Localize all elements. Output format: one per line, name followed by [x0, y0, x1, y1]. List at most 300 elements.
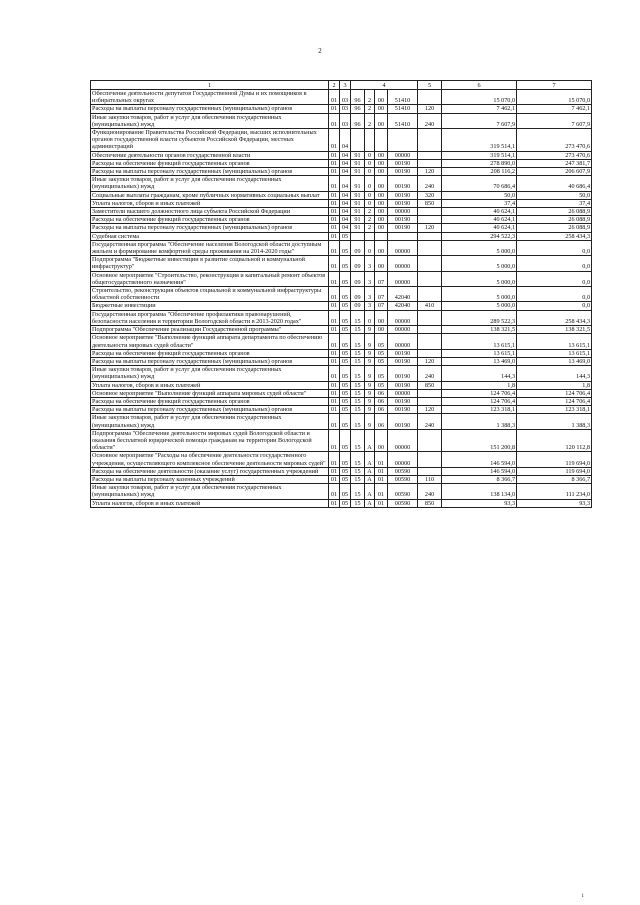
cell-c6: 146 594,0	[442, 467, 517, 475]
cell-c3: 05	[340, 287, 351, 302]
cell-p1: 91	[351, 224, 365, 232]
cell-c6: 319 514,1	[442, 129, 517, 152]
cell-p4	[388, 129, 418, 152]
cell-p1: 15	[351, 349, 365, 357]
cell-c3: 05	[340, 467, 351, 475]
cell-c5: 120	[418, 224, 442, 232]
cell-c6: 50,0	[442, 191, 517, 199]
table-row	[91, 414, 592, 429]
cell-c6: 37,4	[442, 199, 517, 207]
cell-c6: 144,3	[442, 366, 517, 381]
cell-p3: 00	[375, 199, 388, 207]
cell-p2: 2	[365, 224, 375, 232]
table-row	[91, 113, 592, 128]
cell-c5	[418, 256, 442, 271]
table-row	[91, 302, 592, 310]
cell-c5: 120	[418, 406, 442, 414]
header-cell: 5	[418, 81, 442, 90]
table-row	[91, 232, 592, 240]
cell-p2	[365, 232, 375, 240]
cell-p1: 15	[351, 406, 365, 414]
cell-name: Основное мероприятие "Выполнение функций аппарата департамента по обеспечению деятельности мировых судей области"	[91, 334, 329, 349]
cell-p2: 3	[365, 302, 375, 310]
cell-c7: 138 321,5	[517, 326, 592, 334]
cell-c6: 278 890,0	[442, 159, 517, 167]
cell-c6: 7 462,1	[442, 105, 517, 113]
cell-p3: 00	[375, 240, 388, 255]
table-row	[91, 105, 592, 113]
cell-c5: 850	[418, 499, 442, 507]
cell-c3: 04	[340, 159, 351, 167]
cell-c3: 05	[340, 397, 351, 405]
cell-c6: 124 706,4	[442, 397, 517, 405]
cell-c6: 40 624,1	[442, 216, 517, 224]
cell-name: Иные закупки товаров, работ и услуг для обеспечения государственных (муниципальных) нужд	[91, 484, 329, 499]
cell-c3: 05	[340, 452, 351, 467]
cell-p2: 9	[365, 406, 375, 414]
cell-c2: 01	[329, 176, 340, 191]
cell-c3: 04	[340, 199, 351, 207]
cell-name: Иные закупки товаров, работ и услуг для обеспечения государственных (муниципальных) нужд	[91, 176, 329, 191]
cell-c6: 8 366,7	[442, 475, 517, 483]
cell-name: Основное мероприятие "Выполнение функций аппарата мировых судей области"	[91, 389, 329, 397]
cell-c2: 01	[329, 334, 340, 349]
cell-c6: 124 706,4	[442, 389, 517, 397]
cell-c3: 05	[340, 381, 351, 389]
cell-c6: 151 200,8	[442, 429, 517, 452]
cell-c5: 120	[418, 357, 442, 365]
cell-p3: 00	[375, 176, 388, 191]
cell-p2: 9	[365, 381, 375, 389]
cell-p4: 00190	[388, 168, 418, 176]
cell-p1: 15	[351, 366, 365, 381]
cell-c5: 410	[418, 302, 442, 310]
cell-c5: 240	[418, 366, 442, 381]
cell-p4: 00000	[388, 429, 418, 452]
cell-c5	[418, 429, 442, 452]
cell-c7: 1 388,3	[517, 414, 592, 429]
cell-p3: 01	[375, 484, 388, 499]
table-row	[91, 499, 592, 507]
corner-mark: 1	[581, 894, 584, 899]
cell-c7: 15 070,0	[517, 90, 592, 105]
cell-c5	[418, 334, 442, 349]
cell-p4: 51410	[388, 113, 418, 128]
cell-c7: 119 694,0	[517, 467, 592, 475]
cell-c5: 240	[418, 484, 442, 499]
cell-c7: 258 434,3	[517, 310, 592, 325]
cell-p1: 91	[351, 216, 365, 224]
table-row	[91, 240, 592, 255]
cell-name: Подпрограмма "Обеспечение деятельности мировых судей Вологодской области и оказания бесплатной юридической помощи гражданам на территории Вологодской области"	[91, 429, 329, 452]
cell-c3: 03	[340, 113, 351, 128]
cell-p3: 01	[375, 452, 388, 467]
cell-c5: 240	[418, 176, 442, 191]
cell-c2: 01	[329, 414, 340, 429]
cell-c5: 240	[418, 414, 442, 429]
cell-p3: 00	[375, 191, 388, 199]
cell-p4: 00590	[388, 475, 418, 483]
cell-p4: 00190	[388, 357, 418, 365]
cell-p2: 9	[365, 326, 375, 334]
cell-c3: 04	[340, 168, 351, 176]
cell-name: Уплата налогов, сборов и иных платежей	[91, 499, 329, 507]
cell-p2: 9	[365, 349, 375, 357]
cell-p2: А	[365, 429, 375, 452]
cell-c6: 93,3	[442, 499, 517, 507]
cell-p2: 0	[365, 199, 375, 207]
cell-name: Расходы на обеспечение функций государственных органов	[91, 349, 329, 357]
table-row	[91, 256, 592, 271]
table-row	[91, 271, 592, 286]
cell-c2: 01	[329, 475, 340, 483]
cell-p3: 00	[375, 159, 388, 167]
cell-p4: 00000	[388, 271, 418, 286]
table-row	[91, 349, 592, 357]
cell-c6: 5 000,0	[442, 287, 517, 302]
cell-p2: 0	[365, 168, 375, 176]
cell-p2: 0	[365, 240, 375, 255]
cell-c2: 01	[329, 113, 340, 128]
cell-c7: 273 470,6	[517, 129, 592, 152]
cell-c5: 850	[418, 381, 442, 389]
cell-p2: 9	[365, 366, 375, 381]
cell-c3: 05	[340, 366, 351, 381]
cell-c7: 13 469,0	[517, 357, 592, 365]
cell-c7: 0,0	[517, 271, 592, 286]
cell-p3: 06	[375, 397, 388, 405]
cell-p4: 00190	[388, 406, 418, 414]
cell-c3: 05	[340, 475, 351, 483]
cell-p4: 00190	[388, 224, 418, 232]
cell-c7: 247 381,7	[517, 159, 592, 167]
cell-p2: 2	[365, 216, 375, 224]
table-row	[91, 216, 592, 224]
table-row	[91, 310, 592, 325]
cell-c7: 120 112,8	[517, 429, 592, 452]
cell-p2: 9	[365, 334, 375, 349]
cell-p2: 2	[365, 105, 375, 113]
cell-c6: 5 000,0	[442, 240, 517, 255]
cell-p3: 00	[375, 113, 388, 128]
cell-p1	[351, 129, 365, 152]
cell-p4: 51410	[388, 90, 418, 105]
cell-c5	[418, 240, 442, 255]
table-row	[91, 129, 592, 152]
cell-c2: 01	[329, 484, 340, 499]
cell-c5	[418, 467, 442, 475]
cell-c2: 01	[329, 256, 340, 271]
cell-p4: 00190	[388, 381, 418, 389]
cell-c5: 120	[418, 168, 442, 176]
cell-p3	[375, 232, 388, 240]
cell-p1	[351, 232, 365, 240]
cell-c2: 01	[329, 224, 340, 232]
cell-c5	[418, 397, 442, 405]
cell-p2: А	[365, 499, 375, 507]
cell-p4: 00000	[388, 310, 418, 325]
cell-c2: 01	[329, 452, 340, 467]
table-row	[91, 287, 592, 302]
cell-p3: 00	[375, 151, 388, 159]
cell-c7: 0,0	[517, 256, 592, 271]
cell-p1: 15	[351, 389, 365, 397]
cell-p4: 00000	[388, 326, 418, 334]
cell-p1: 15	[351, 381, 365, 389]
cell-p1: 09	[351, 287, 365, 302]
cell-c3: 05	[340, 349, 351, 357]
cell-p4: 00000	[388, 256, 418, 271]
cell-c3: 05	[340, 240, 351, 255]
cell-p3: 00	[375, 105, 388, 113]
cell-c2: 01	[329, 159, 340, 167]
cell-p1: 09	[351, 271, 365, 286]
cell-name: Государственная программа "Обеспечение профилактики правонарушений, безопасности населения и территории Вологодской области в 2013-2020 годах"	[91, 310, 329, 325]
cell-c7: 206 607,9	[517, 168, 592, 176]
cell-p3: 00	[375, 326, 388, 334]
cell-p1: 15	[351, 452, 365, 467]
cell-p3: 01	[375, 475, 388, 483]
table-row	[91, 326, 592, 334]
cell-p1: 91	[351, 159, 365, 167]
cell-c5	[418, 151, 442, 159]
cell-p1: 91	[351, 151, 365, 159]
cell-c5	[418, 216, 442, 224]
budget-table	[90, 80, 592, 508]
cell-c3: 05	[340, 232, 351, 240]
cell-c5	[418, 90, 442, 105]
cell-p4: 00590	[388, 484, 418, 499]
cell-c3: 05	[340, 414, 351, 429]
cell-c6: 1,8	[442, 381, 517, 389]
cell-p1: 91	[351, 176, 365, 191]
cell-c5	[418, 232, 442, 240]
cell-c2: 01	[329, 381, 340, 389]
cell-name: Уплата налогов, сборов и иных платежей	[91, 199, 329, 207]
cell-p2: 2	[365, 208, 375, 216]
cell-c6: 15 070,0	[442, 90, 517, 105]
cell-p2: 2	[365, 90, 375, 105]
cell-c6: 319 514,1	[442, 151, 517, 159]
cell-p3: 01	[375, 499, 388, 507]
cell-c5: 120	[418, 105, 442, 113]
cell-c5	[418, 389, 442, 397]
cell-c7: 0,0	[517, 302, 592, 310]
cell-c2: 01	[329, 366, 340, 381]
cell-c7: 123 318,1	[517, 406, 592, 414]
cell-c5	[418, 271, 442, 286]
cell-p3: 07	[375, 271, 388, 286]
cell-name: Расходы на выплаты персоналу государственных (муниципальных) органов	[91, 357, 329, 365]
cell-p3: 00	[375, 90, 388, 105]
cell-c5	[418, 452, 442, 467]
cell-c2: 01	[329, 357, 340, 365]
header-cell: 4	[351, 81, 418, 90]
cell-name: Расходы на обеспечение деятельности (оказание услуг) государственных учреждений	[91, 467, 329, 475]
cell-p4	[388, 232, 418, 240]
cell-c6: 40 624,1	[442, 208, 517, 216]
cell-name: Строительство, реконструкция объектов социальной и коммунальной инфраструктуры областной собственности	[91, 287, 329, 302]
cell-p3: 00	[375, 168, 388, 176]
cell-c7: 13 615,1	[517, 334, 592, 349]
cell-c2: 01	[329, 302, 340, 310]
table-row	[91, 159, 592, 167]
cell-c2: 01	[329, 208, 340, 216]
cell-c2: 01	[329, 271, 340, 286]
cell-c7: 50,0	[517, 191, 592, 199]
cell-c2: 01	[329, 216, 340, 224]
cell-p1: 91	[351, 191, 365, 199]
cell-c2: 01	[329, 129, 340, 152]
cell-p1: 15	[351, 499, 365, 507]
cell-c6: 1 388,3	[442, 414, 517, 429]
cell-name: Расходы на обеспечение функций государственных органов	[91, 397, 329, 405]
cell-c3: 05	[340, 326, 351, 334]
table-row	[91, 467, 592, 475]
table-row	[91, 208, 592, 216]
cell-c6: 5 000,0	[442, 271, 517, 286]
cell-c7: 8 366,7	[517, 475, 592, 483]
cell-c6: 123 318,1	[442, 406, 517, 414]
cell-c7: 0,0	[517, 287, 592, 302]
cell-c3: 03	[340, 90, 351, 105]
cell-c2: 01	[329, 389, 340, 397]
cell-p4: 00590	[388, 467, 418, 475]
cell-c3: 05	[340, 357, 351, 365]
cell-p2: 3	[365, 256, 375, 271]
cell-c2: 01	[329, 349, 340, 357]
cell-c7: 7 607,9	[517, 113, 592, 128]
cell-p2	[365, 129, 375, 152]
header-row	[91, 81, 592, 90]
table-row	[91, 334, 592, 349]
cell-p2: 0	[365, 159, 375, 167]
cell-p4: 00190	[388, 216, 418, 224]
cell-c2: 01	[329, 287, 340, 302]
table-row	[91, 176, 592, 191]
cell-c2: 01	[329, 191, 340, 199]
cell-p2: 0	[365, 176, 375, 191]
cell-p1: 96	[351, 113, 365, 128]
table-row	[91, 151, 592, 159]
table-row	[91, 90, 592, 105]
cell-c6: 13 615,1	[442, 349, 517, 357]
cell-c3: 05	[340, 302, 351, 310]
cell-p2: 0	[365, 310, 375, 325]
cell-p1: 09	[351, 302, 365, 310]
cell-p2: А	[365, 452, 375, 467]
cell-c3: 05	[340, 499, 351, 507]
cell-name: Расходы на выплаты персоналу государственных (муниципальных) органов	[91, 406, 329, 414]
cell-c3: 05	[340, 429, 351, 452]
cell-c7: 258 434,3	[517, 232, 592, 240]
cell-c6: 208 116,2	[442, 168, 517, 176]
cell-p4: 00190	[388, 414, 418, 429]
cell-c2: 01	[329, 499, 340, 507]
cell-p3: 05	[375, 349, 388, 357]
cell-p4: 00190	[388, 199, 418, 207]
cell-p1: 15	[351, 484, 365, 499]
cell-c5: 850	[418, 199, 442, 207]
cell-name: Бюджетные инвестиции	[91, 302, 329, 310]
cell-c5: 240	[418, 113, 442, 128]
cell-p1: 15	[351, 429, 365, 452]
cell-c5	[418, 349, 442, 357]
cell-p3: 00	[375, 208, 388, 216]
cell-p1: 96	[351, 90, 365, 105]
cell-p1: 91	[351, 208, 365, 216]
table-row	[91, 357, 592, 365]
cell-p2: 0	[365, 151, 375, 159]
cell-p1: 15	[351, 357, 365, 365]
header-cell: 3	[340, 81, 351, 90]
cell-name: Функционирование Правительства Российской Федерации, высших исполнительных органов государственной власти субъектов Российской Федерации, местных администраций	[91, 129, 329, 152]
cell-c3: 04	[340, 191, 351, 199]
cell-p4: 00190	[388, 349, 418, 357]
table-row	[91, 168, 592, 176]
cell-c5: 320	[418, 191, 442, 199]
cell-p1: 91	[351, 199, 365, 207]
cell-p3: 00	[375, 310, 388, 325]
cell-p4: 00590	[388, 499, 418, 507]
table-row	[91, 452, 592, 467]
cell-name: Государственная программа "Обеспечение населения Вологодской области доступным жильем и формирование комфортной среды проживания на 2014-2020 годы"	[91, 240, 329, 255]
cell-p3: 01	[375, 467, 388, 475]
cell-c7: 111 234,0	[517, 484, 592, 499]
table-row	[91, 381, 592, 389]
cell-name: Подпрограмма "Обеспечение реализации Государственной программы"	[91, 326, 329, 334]
cell-c3: 04	[340, 208, 351, 216]
cell-c3: 05	[340, 406, 351, 414]
cell-p1: 15	[351, 475, 365, 483]
cell-p3: 06	[375, 406, 388, 414]
table-row	[91, 199, 592, 207]
table-row	[91, 191, 592, 199]
cell-c3: 04	[340, 129, 351, 152]
cell-name: Иные закупки товаров, работ и услуг для обеспечения государственных (муниципальных) нужд	[91, 414, 329, 429]
cell-c5	[418, 310, 442, 325]
cell-p4: 00190	[388, 397, 418, 405]
cell-c2: 01	[329, 240, 340, 255]
cell-p3: 00	[375, 429, 388, 452]
cell-p3: 00	[375, 216, 388, 224]
cell-c5	[418, 208, 442, 216]
cell-c7: 7 462,1	[517, 105, 592, 113]
cell-c7: 1,8	[517, 381, 592, 389]
cell-p2: 9	[365, 414, 375, 429]
table-row	[91, 389, 592, 397]
cell-c6: 138 321,5	[442, 326, 517, 334]
cell-p2: 3	[365, 271, 375, 286]
cell-c7: 124 706,4	[517, 397, 592, 405]
cell-c5	[418, 326, 442, 334]
table-row	[91, 397, 592, 405]
cell-p3: 06	[375, 414, 388, 429]
cell-p1: 96	[351, 105, 365, 113]
cell-name: Иные закупки товаров, работ и услуг для обеспечения государственных (муниципальных) нужд	[91, 113, 329, 128]
cell-c3: 04	[340, 151, 351, 159]
cell-p3: 06	[375, 389, 388, 397]
cell-c2: 01	[329, 199, 340, 207]
cell-c7: 93,3	[517, 499, 592, 507]
cell-c3: 05	[340, 271, 351, 286]
cell-p4: 00190	[388, 159, 418, 167]
table-row	[91, 484, 592, 499]
cell-p4: 00000	[388, 334, 418, 349]
cell-p4: 00000	[388, 452, 418, 467]
cell-name: Заместители высшего должностного лица субъекта Российской Федерации	[91, 208, 329, 216]
cell-name: Расходы на выплаты персоналу казенных учреждений	[91, 475, 329, 483]
